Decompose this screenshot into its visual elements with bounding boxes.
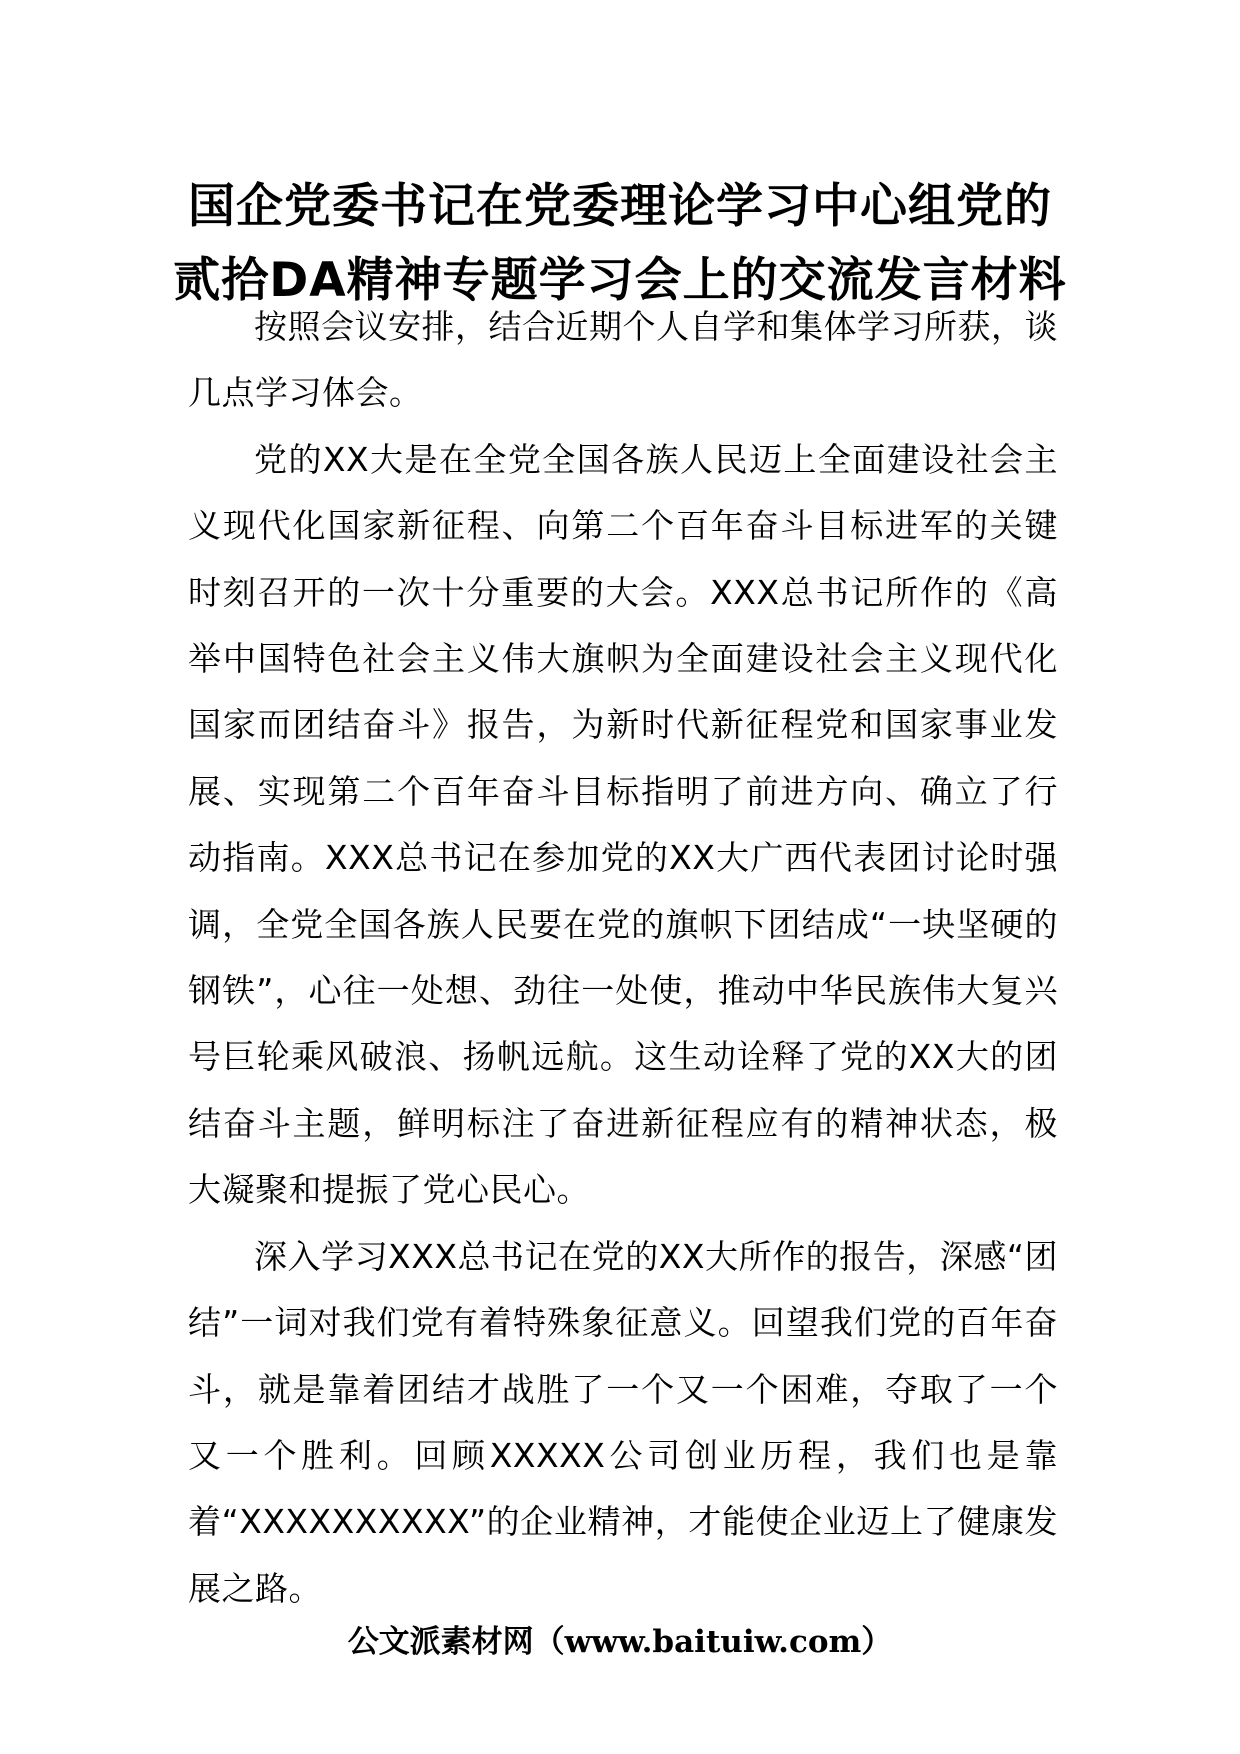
source-footer: 公文派素材网（www.baituiw.com） xyxy=(347,1624,893,1660)
title-line-2: 贰拾DA精神专题学习会上的交流发言材料 xyxy=(173,253,1067,308)
title-line-1: 国企党委书记在党委理论学习中心组党的 xyxy=(188,179,1052,234)
paragraph-intro: 按照会议安排，结合近期个人自学和集体学习所获，谈几点学习体会。 xyxy=(188,307,1058,413)
paragraph-congress: 党的XX大是在全党全国各族人民迈上全面建设社会主义现代化国家新征程、向第二个百年奋斗目标进军的关键时刻召开的一次十分重要的大会。XXX总书记所作的《高举中国特色社会主义伟大旗帜为全面建设社会主义现代化国家而团结奋斗》报告，为新时代新征程党和国家事业发展、实现第二个百年奋斗目标指明了前进方向、确立了行动指南。XXX总书记在参加党的XX大广西代表团讨论时强调，全党全国各族人民要在党的旗帜下团结成“一块坚硬的钢铁”，心往一处想、劲往一处使，推动中华民族伟大复兴号巨轮乘风破浪、扬帆远航。这生动诠释了党的XX大的团结奋斗主题，鲜明标注了奋进新征程应有的精神状态，极大凝聚和提振了党心民心。 xyxy=(188,439,1058,1210)
document-body xyxy=(188,294,1058,1622)
paragraph-unity: 深入学习XXX总书记在党的XX大所作的报告，深感“团结”一词对我们党有着特殊象征意义。回望我们党的百年奋斗，就是靠着团结才战胜了一个又一个困难，夺取了一个又一个胜利。回顾XXXXX公司创业历程，我们也是靠着“XXXXXXXXXX”的企业精神，才能使企业迈上了健康发展之路。 xyxy=(188,1236,1058,1608)
